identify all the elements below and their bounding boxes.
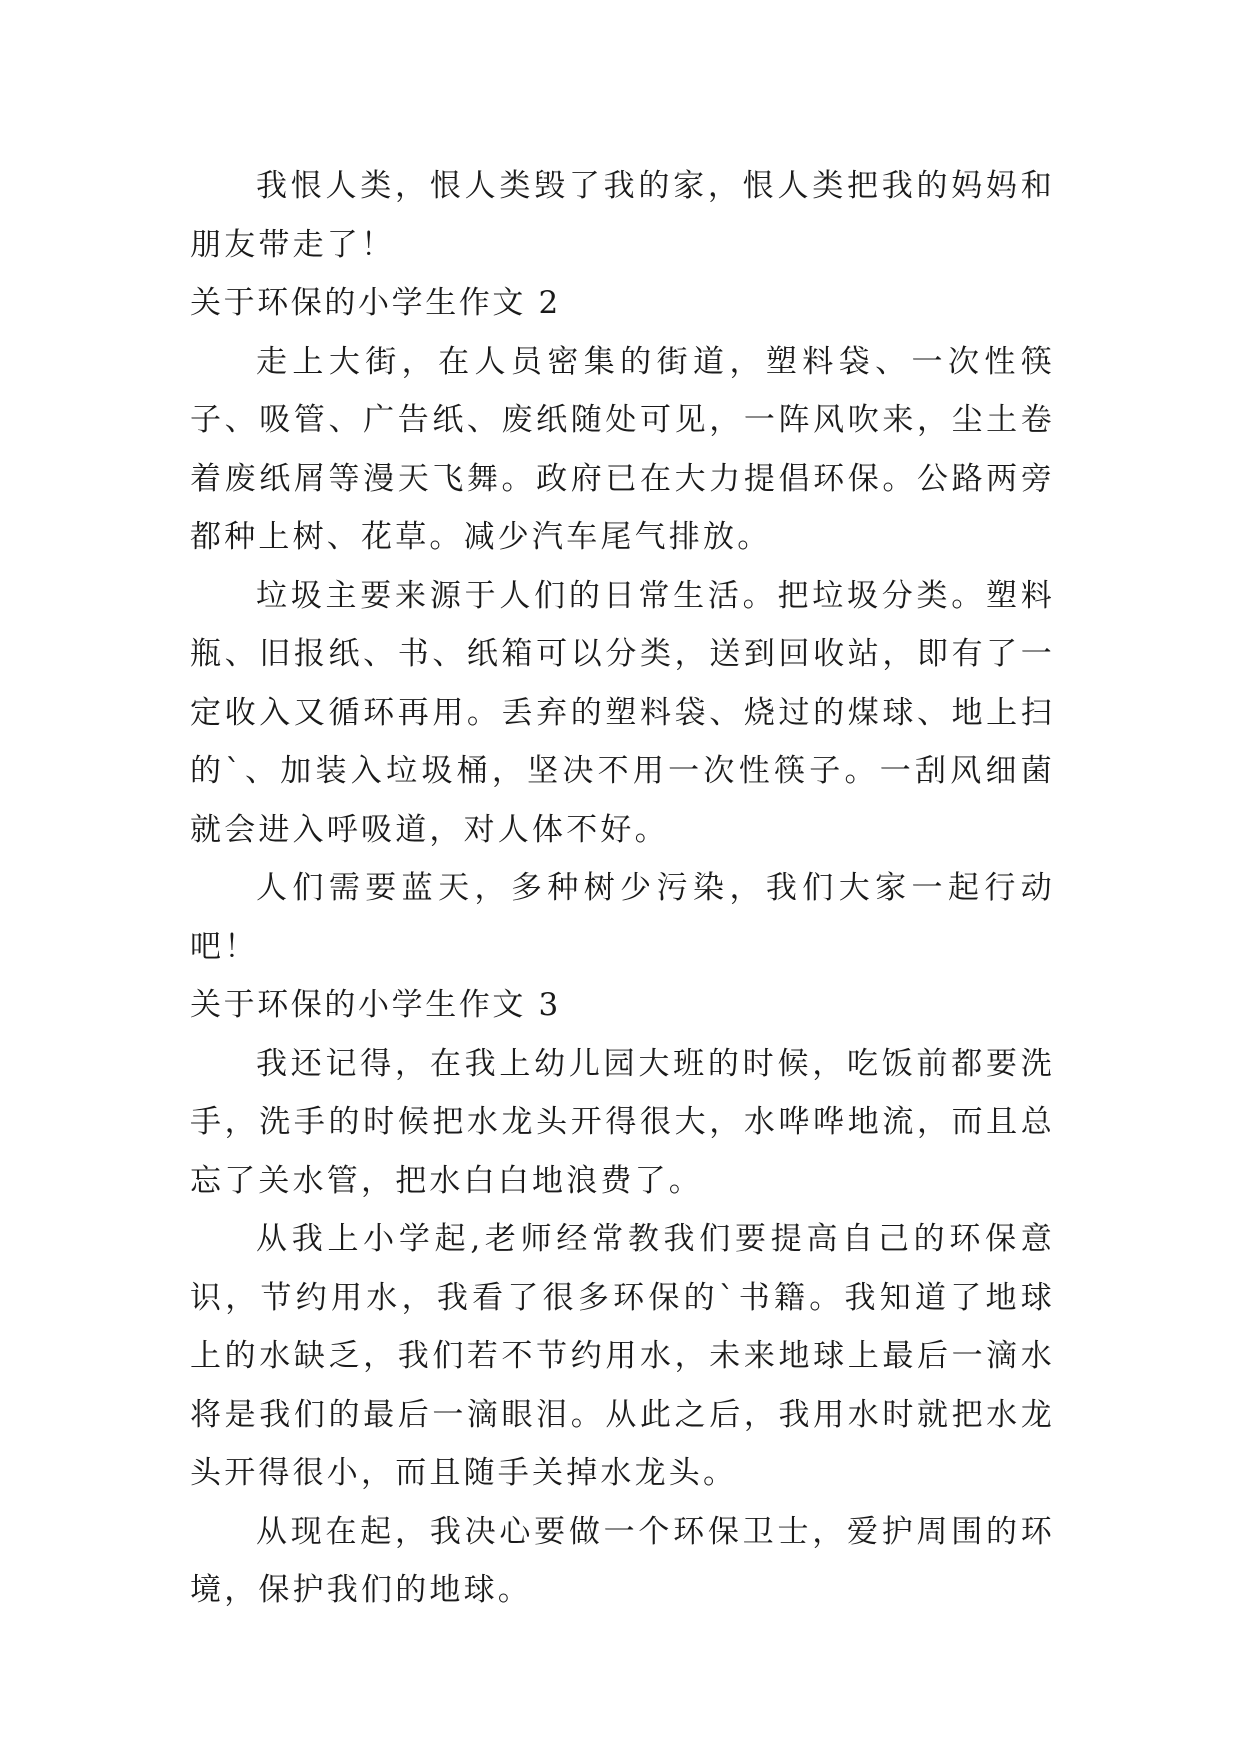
paragraph: 垃圾主要来源于人们的日常生活。把垃圾分类。塑料瓶、旧报纸、书、纸箱可以分类，送到回收站，即有了一定收入又循环再用。丢弃的塑料袋、烧过的煤球、地上扫的`、加装入垃圾桶，坚决不用一次性筷子。一刮风细菌就会进入呼吸道，对人体不好。 — [190, 577, 1055, 848]
paragraph: 从现在起，我决心要做一个环保卫士，爱护周围的环境，保护我们的地球。 — [190, 1513, 1055, 1608]
paragraph: 我还记得，在我上幼儿园大班的时候，吃饭前都要洗手，洗手的时候把水龙头开得很大，水哗哗地流，而且总忘了关水管，把水白白地浪费了。 — [190, 1045, 1055, 1199]
paragraph: 人们需要蓝天，多种树少污染，我们大家一起行动吧！ — [190, 870, 1055, 965]
section-heading: 关于环保的小学生作文 2 — [190, 285, 561, 321]
paragraph: 从我上小学起,老师经常教我们要提高自己的环保意识，节约用水，我看了很多环保的`书籍。我知道了地球上的水缺乏，我们若不节约用水，未来地球上最后一滴水将是我们的最后一滴眼泪。从此之后，我用水时就把水龙头开得很小，而且随手关掉水龙头。 — [190, 1221, 1055, 1491]
paragraph: 走上大街，在人员密集的街道，塑料袋、一次性筷子、吸管、广告纸、废纸随处可见，一阵风吹来，尘土卷着废纸屑等漫天飞舞。政府已在大力提倡环保。公路两旁都种上树、花草。减少汽车尾气排放。 — [190, 343, 1055, 555]
document-page — [190, 157, 1055, 1620]
section-heading: 关于环保的小学生作文 3 — [190, 987, 561, 1023]
paragraph: 我恨人类，恨人类毁了我的家，恨人类把我的妈妈和朋友带走了！ — [190, 168, 1055, 263]
